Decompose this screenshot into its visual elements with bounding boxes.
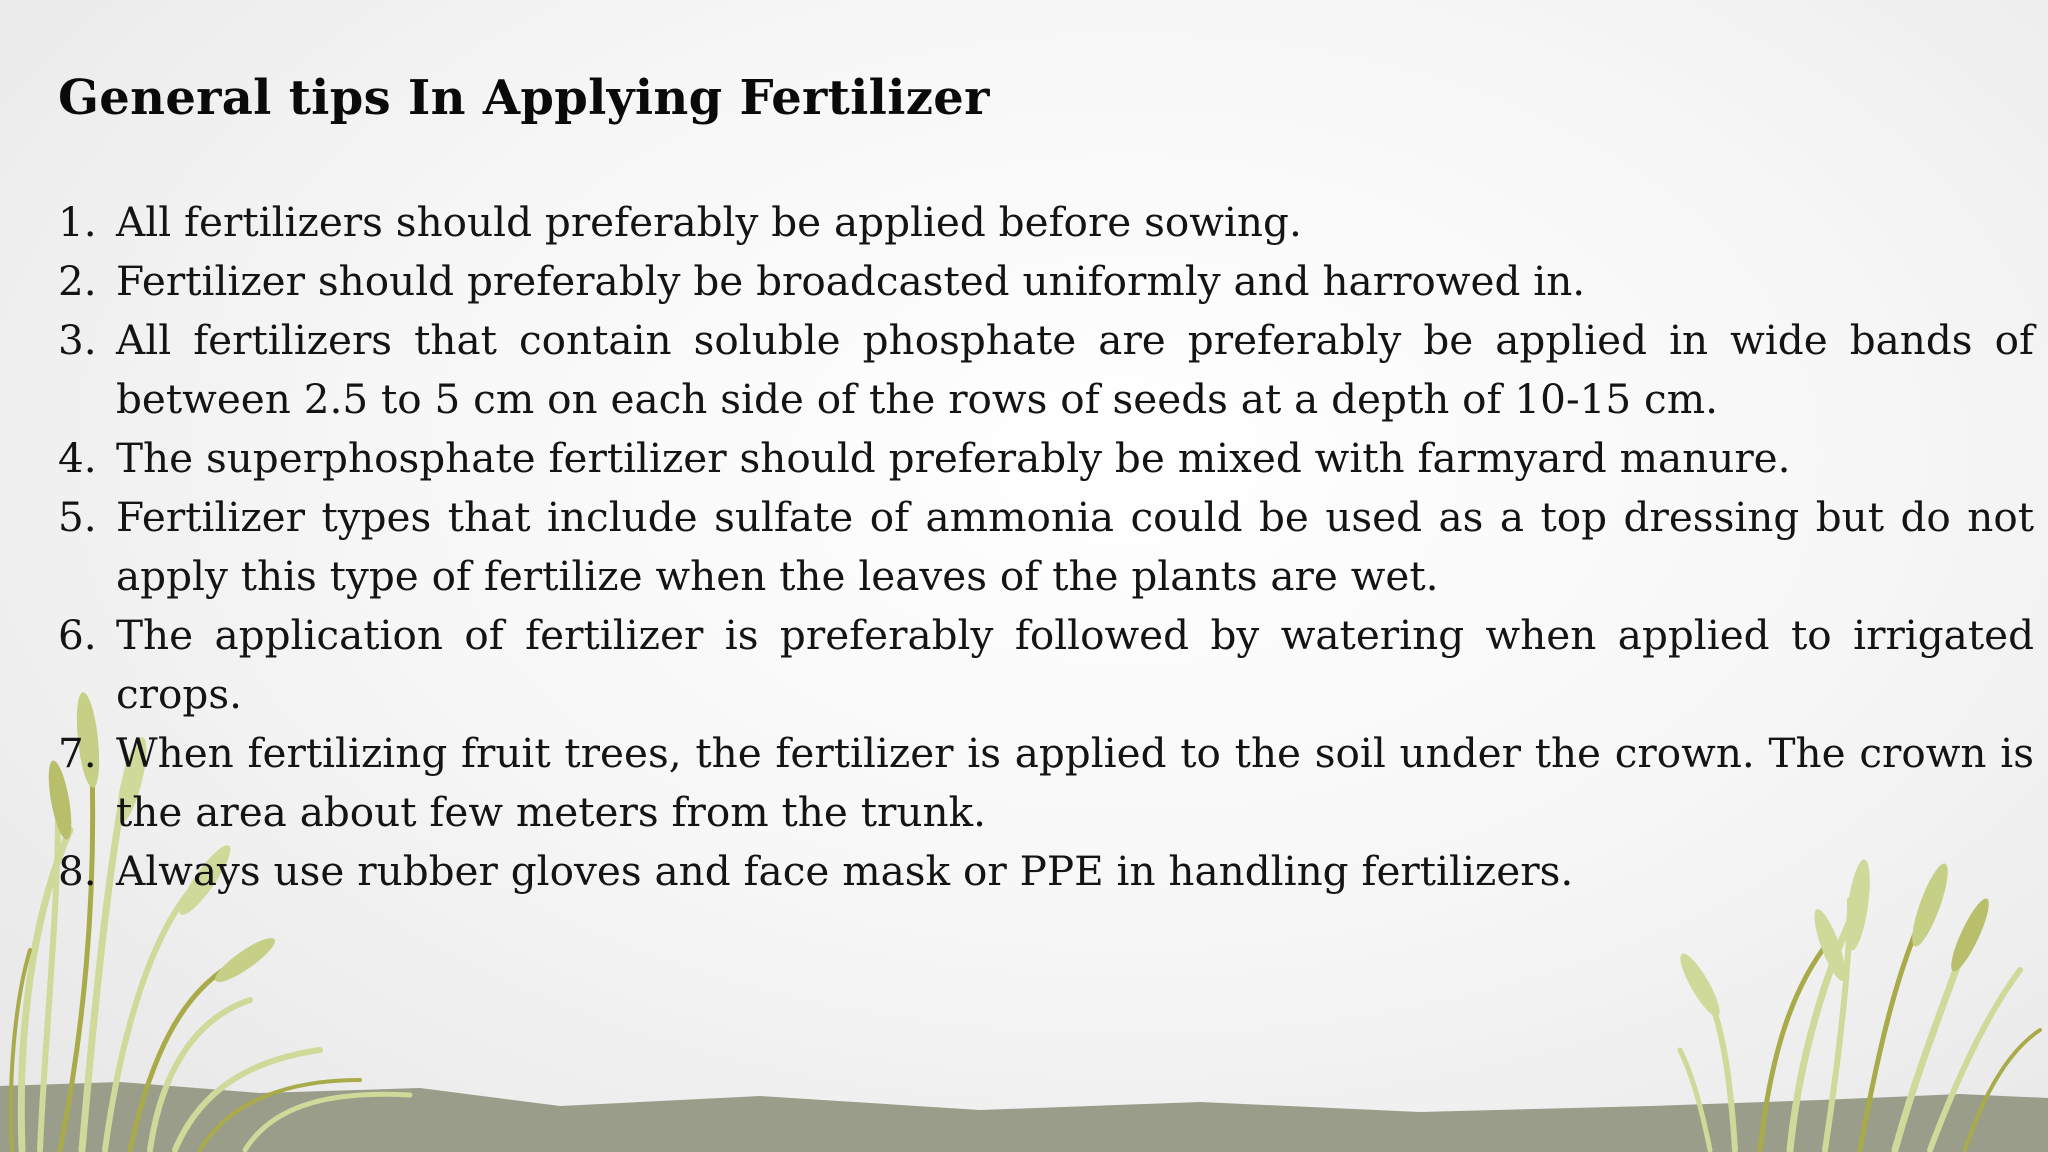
list-item bbox=[58, 724, 2034, 842]
list-item-number: 7. bbox=[58, 729, 97, 777]
list-item-text: All fertilizers should preferably be applied before sowing. bbox=[116, 198, 1302, 246]
list-item bbox=[58, 311, 2034, 429]
list-item-text: The application of fertilizer is preferably followed by watering when applied to irrigated crops. bbox=[116, 611, 2034, 718]
list-item-number: 8. bbox=[58, 847, 97, 895]
list-item-number: 2. bbox=[58, 257, 97, 305]
slide-title: General tips In Applying Fertilizer bbox=[58, 70, 990, 126]
list-item-text: Always use rubber gloves and face mask or PPE in handling fertilizers. bbox=[116, 847, 1574, 895]
list-item bbox=[58, 252, 2034, 311]
list-item bbox=[58, 193, 2034, 252]
list-item-number: 1. bbox=[58, 198, 97, 246]
ground-strip bbox=[0, 1082, 2048, 1152]
list-item-number: 5. bbox=[58, 493, 97, 541]
list-item bbox=[58, 488, 2034, 606]
list-item bbox=[58, 429, 2034, 488]
list-item-text: Fertilizer types that include sulfate of ammonia could be used as a top dressing but do not apply this type of fertilize when the leaves of the plants are wet. bbox=[116, 493, 2034, 600]
list-item bbox=[58, 842, 2034, 901]
list-item bbox=[58, 606, 2034, 724]
tips-list bbox=[58, 193, 2034, 901]
list-item-text: All fertilizers that contain soluble phosphate are preferably be applied in wide bands of between 2.5 to 5 cm on each side of the rows of seeds at a depth of 10-15 cm. bbox=[116, 316, 2034, 423]
list-item-number: 4. bbox=[58, 434, 97, 482]
list-item-number: 6. bbox=[58, 611, 97, 659]
list-item-text: Fertilizer should preferably be broadcasted uniformly and harrowed in. bbox=[116, 257, 1586, 305]
list-item-text: The superphosphate fertilizer should preferably be mixed with farmyard manure. bbox=[116, 434, 1791, 482]
list-item-number: 3. bbox=[58, 316, 97, 364]
list-item-text: When fertilizing fruit trees, the fertilizer is applied to the soil under the crown. The crown is the area about few meters from the trunk. bbox=[116, 729, 2034, 836]
